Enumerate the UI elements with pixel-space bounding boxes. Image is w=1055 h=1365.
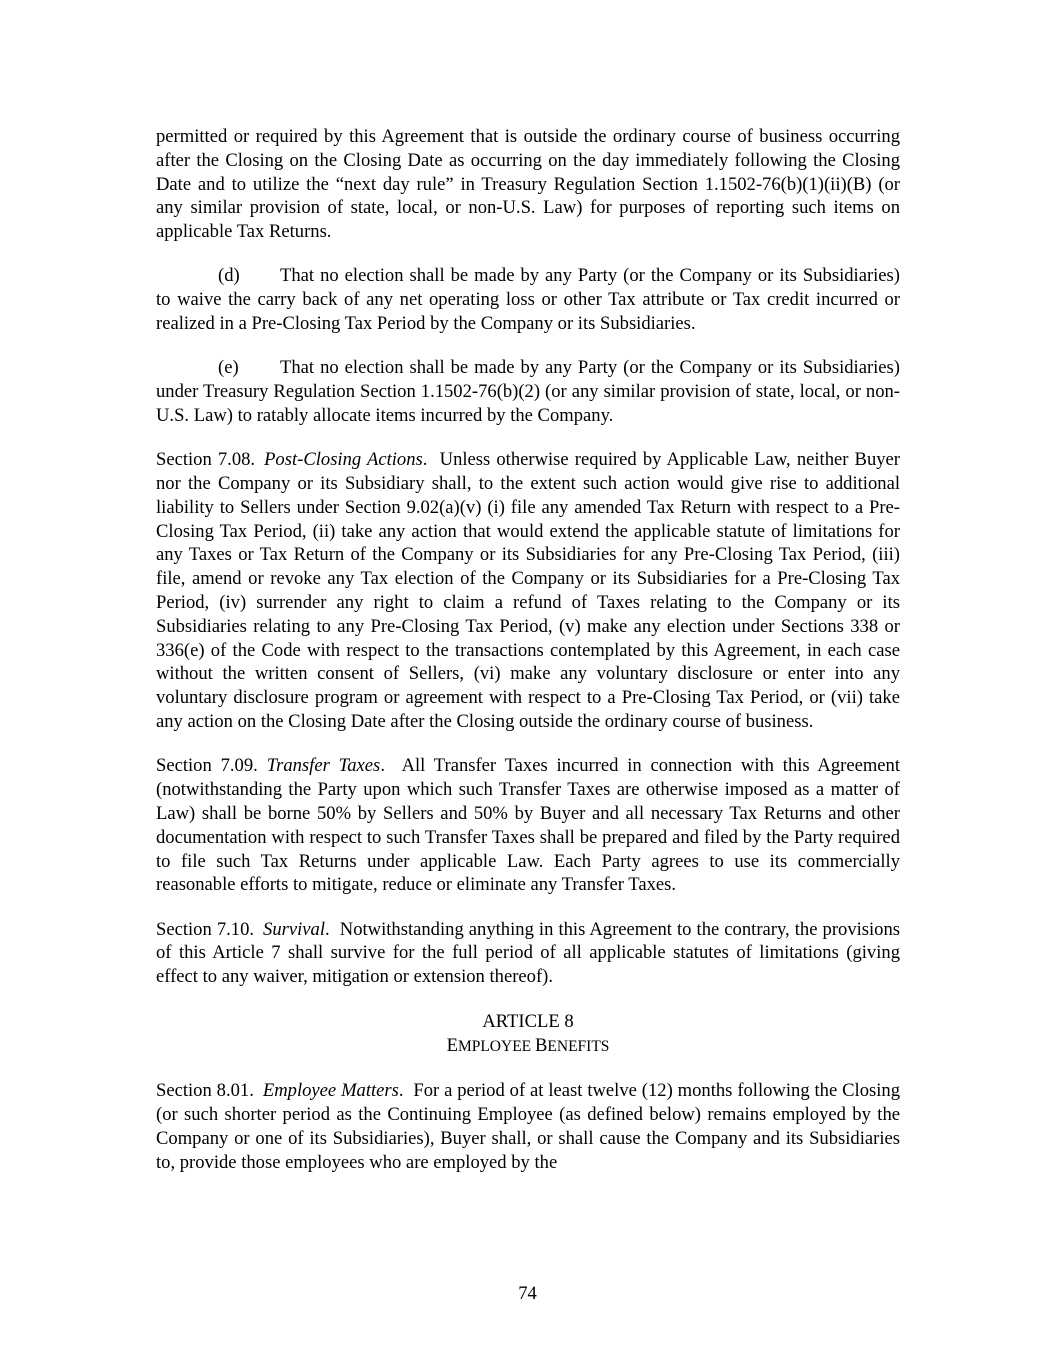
article-title: ARTICLE 8 xyxy=(482,1010,574,1032)
section-text: All Transfer Taxes incurred in connection with this Agreement (notwithstanding the Party upon which such Transfer Taxes are otherwise imposed as a matter of Law) shall be borne 50% by Sellers and 50% by Buyer and all necessary Tax Returns and other documentation with respect to such Transfer Taxes shall be prepared and filed by the Party required to file such Tax Returns under applicable Law. Each Party agrees to use its commercially reasonable efforts to mitigate, reduce or eliminate any Transfer Taxes. xyxy=(156,755,901,896)
page-number: 74 xyxy=(518,1283,537,1304)
section-number: Section 8.01. xyxy=(156,1080,254,1102)
clause-label-d: (d) xyxy=(218,265,240,287)
subtitle-rest-benefits: ENEFITS xyxy=(547,1038,610,1056)
section-heading: Transfer Taxes xyxy=(266,755,381,777)
section-heading: Employee Matters xyxy=(262,1080,399,1102)
paragraph-continuation: permitted or required by this Agreement that is outside the ordinary course of business occurring after the Closing on the Closing Date as occurring on the day immediately following the Closing Date and to utilize the “next day rule” in Treasury Regulation Section 1.1502-76(b)(1)(ii)(B) (or any similar provision of state, local, or non-U.S. Law) for purposes of reporting such items on applicable Tax Returns. xyxy=(156,126,900,243)
section-text: For a period of at least twelve (12) months following the Closing (or such shorter period as the Continuing Employee (as defined below) remains employed by the Company or one of its Subsidiaries), Buyer shall, or shall cause the Company and its Subsidiaries to, provide those employees who are employed by the xyxy=(156,1080,900,1173)
article-subtitle xyxy=(156,1036,900,1057)
section-text: Notwithstanding anything in this Agreement to the contrary, the provisions of this Article 7 shall survive for the full period of all applicable statutes of limitations (giving effect to any waiver, mitigation or extension thereof). xyxy=(156,918,901,988)
paragraph-d xyxy=(156,264,900,335)
clause-text-e: That no election shall be made by any Party (or the Company or its Subsidiaries) under Treasury Regulation Section 1.1502-76(b)(2) (or any similar provision of state, local, or non-U.S. Law) to ratably allocate items incurred by the Company. xyxy=(156,357,900,426)
section-7-08: Section 7.08. Post-Closing Actions. Unless otherwise required by Applicable Law, neither Buyer nor the Company or its Subsidiary shall, to the extent such action would give rise to additional liability to Sellers under Section 9.02(a)(v) (i) file any amended Tax Return with respect to a Pre-Closing Tax Period, (ii) take any action that would extend the applicable statute of limitations for any Taxes or Tax Return of the Company or its Subsidiaries for any Pre-Closing Tax Period, (iii) file, amend or revoke any Tax election of the Company or its Subsidiaries for a Pre-Closing Tax Period, (iv) surrender any right to claim a refund of Taxes relating to the Company or its Subsidiaries relating to any Pre-Closing Tax Period, (v) make any election under Sections 338 or 336(e) of the Code with respect to the transactions contemplated by this Agreement, in each case without the written consent of Sellers, (vi) make any voluntary disclosure or enter into any voluntary disclosure program or agreement with respect to a Pre-Closing Tax Period, or (vii) take any action on the Closing Date after the Closing outside the ordinary course of business. xyxy=(156,449,900,733)
section-7-10: Section 7.10. Survival. Notwithstanding anything in this Agreement to the contrary, the provisions of this Article 7 shall survive for the full period of all applicable statutes of limitations (giving effect to any waiver, mitigation or extension thereof). xyxy=(156,918,901,988)
section-number: Section 7.10. xyxy=(156,918,255,940)
section-7-09: Section 7.09. Transfer Taxes. All Transfer Taxes incurred in connection with this Agreement (notwithstanding the Party upon which such Transfer Taxes are otherwise imposed as a matter of Law) shall be borne 50% by Sellers and 50% by Buyer and all necessary Tax Returns and other documentation with respect to such Transfer Taxes shall be prepared and filed by the Party required to file such Tax Returns under applicable Law. Each Party agrees to use its commercially reasonable efforts to mitigate, reduce or eliminate any Transfer Taxes. xyxy=(156,755,901,896)
section-number: Section 7.08. xyxy=(156,449,256,471)
subtitle-initial-e: E xyxy=(446,1035,458,1057)
subtitle-initial-b: B xyxy=(535,1035,548,1057)
section-number: Section 7.09. xyxy=(156,755,258,777)
section-heading: Survival xyxy=(263,918,325,940)
clause-text-d: That no election shall be made by any Party (or the Company or its Subsidiaries) to waive the carry back of any net operating loss or other Tax attribute or Tax credit incurred or realized in a Pre-Closing Tax Period by the Company or its Subsidiaries. xyxy=(156,265,900,335)
paragraph-e xyxy=(156,356,900,427)
clause-label-e: (e) xyxy=(218,357,239,379)
section-text: Unless otherwise required by Applicable Law, neither Buyer nor the Company or its Subsidiary shall, to the extent such action would give rise to additional liability to Sellers under Section 9.02(a)(v) (i) file any amended Tax Return with respect to a Pre-Closing Tax Period, (ii) take any action that would extend the applicable statute of limitations for any Taxes or Tax Return of the Company or its Subsidiaries for any Pre-Closing Tax Period, (iii) file, amend or revoke any Tax election of the Company or its Subsidiaries for a Pre-Closing Tax Period, (iv) surrender any right to claim a refund of Taxes relating to the Company or its Subsidiaries relating to any Pre-Closing Tax Period, (v) make any election under Sections 338 or 336(e) of the Code with respect to the transactions contemplated by this Agreement, in each case without the written consent of Sellers, (vi) make any voluntary disclosure or enter into any voluntary disclosure program or agreement with respect to a Pre-Closing Tax Period, or (vii) take any action on the Closing Date after the Closing outside the ordinary course of business. xyxy=(156,449,900,733)
subtitle-rest-employee: MPLOYEE xyxy=(457,1038,536,1056)
section-heading: Post-Closing Actions xyxy=(264,449,423,471)
section-8-01: Section 8.01. Employee Matters. For a period of at least twelve (12) months following the Closing (or such shorter period as the Continuing Employee (as defined below) remains employed by the Company or one of its Subsidiaries), Buyer shall, or shall cause the Company and its Subsidiaries to, provide those employees who are employed by the xyxy=(156,1080,900,1173)
document-page xyxy=(156,125,900,1174)
